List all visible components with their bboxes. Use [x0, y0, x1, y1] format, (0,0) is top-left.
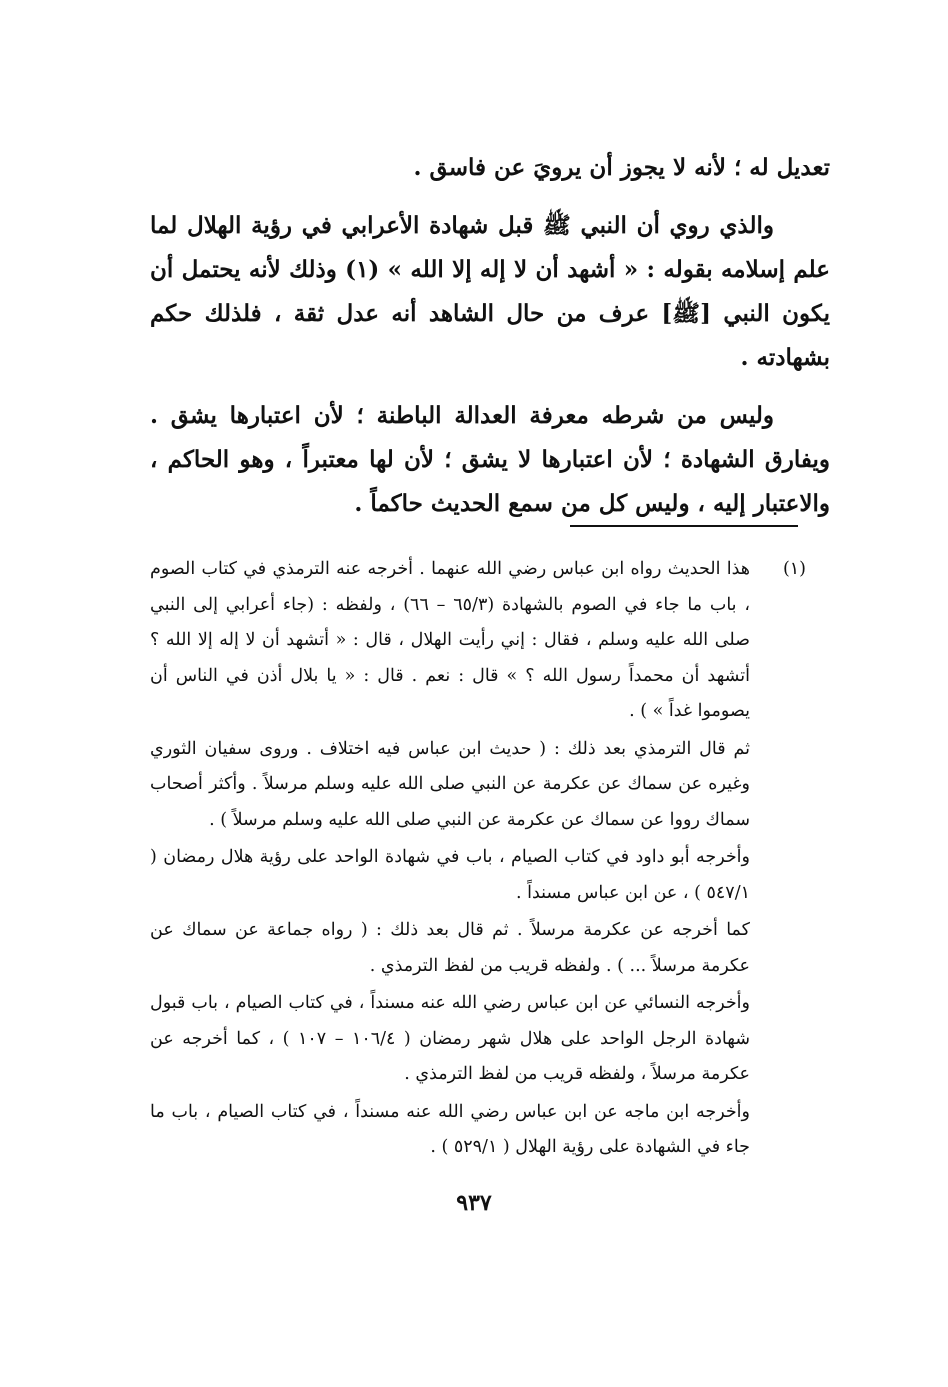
footnote-paragraph-4: كما أخرجه عن عكرمة مرسلاً . ثم قال بعد ذلك : ( رواه جماعة عن سماك عن عكرمة مرسلاً ... ) . ولفظه قريب من لفظ الترمذي .: [150, 920, 750, 976]
footnote-paragraph-6: وأخرجه ابن ماجه عن ابن عباس رضي الله عنه مسنداً ، في كتاب الصيام ، باب ما جاء في الشهادة على رؤية الهلال ( ٥٢٩/١ ) .: [150, 1101, 750, 1157]
main-text: [150, 146, 830, 526]
footnote-paragraph-3: وأخرجه أبو داود في كتاب الصيام ، باب في شهادة الواحد على رؤية هلال رمضان ( ٥٤٧/١ ) ، عن ابن عباس مسنداً .: [150, 847, 750, 903]
footnotes: [150, 552, 806, 1166]
main-paragraph-3: وليس من شرطه معرفة العدالة الباطنة ؛ لأن اعتبارها يشق . ويفارق الشهادة ؛ لأن اعتبارها لا يشق ؛ لأن لها معتبراً ، وهو الحاكم ، والاعتبار إليه ، وليس كل من سمع الحديث حاكماً .: [150, 402, 830, 517]
main-paragraph-2: والذي روي أن النبي ﷺ قبل شهادة الأعرابي في رؤية الهلال لما علم إسلامه بقوله : « أشهد أن لا إله إلا الله » (١) وذلك لأنه يحتمل أن يكون النبي [ﷺ] عرف من حال الشاهد أنه عدل ثقة ، فلذلك حكم بشهادته .: [150, 212, 830, 371]
page-number: ٩٣٧: [456, 1190, 492, 1216]
main-paragraph-1: تعديل له ؛ لأنه لا يجوز أن يرويَ عن فاسق .: [413, 154, 830, 181]
footnote-separator: [570, 525, 798, 527]
footnote-body: [150, 552, 750, 1166]
footnote-paragraph-1: هذا الحديث رواه ابن عباس رضي الله عنهما . أخرجه عنه الترمذي في كتاب الصوم ، باب ما جاء في الصوم بالشهادة (٦٥/٣ – ٦٦) ، ولفظه : (جاء أعرابي إلى النبي صلى الله عليه وسلم ، فقال : إني رأيت الهلال ، قال : « أتشهد أن لا إله إلا الله ؟ أتشهد أن محمداً رسول الله ؟ » قال : نعم . قال : « يا بلال أذن في الناس أن يصوموا غداً » ) .: [150, 559, 750, 721]
footnote-marker: (١): [782, 559, 806, 579]
footnote-paragraph-2: ثم قال الترمذي بعد ذلك : ( حديث ابن عباس فيه اختلاف . وروى سفيان الثوري وغيره عن سماك عن عكرمة عن النبي صلى الله عليه وسلم مرسلاً . وأكثر أصحاب سماك رووا عن سماك عن عكرمة عن النبي صلى الله عليه وسلم مرسلاً ) .: [150, 738, 750, 830]
footnote-paragraph-5: وأخرجه النسائي عن ابن عباس رضي الله عنه مسنداً ، في كتاب الصيام ، باب قبول شهادة الرجل الواحد على هلال شهر رمضان ( ١٠٦/٤ – ١٠٧ ) ، كما أخرجه عن عكرمة مرسلاً ، ولفظه قريب من لفظ الترمذي .: [150, 993, 750, 1084]
